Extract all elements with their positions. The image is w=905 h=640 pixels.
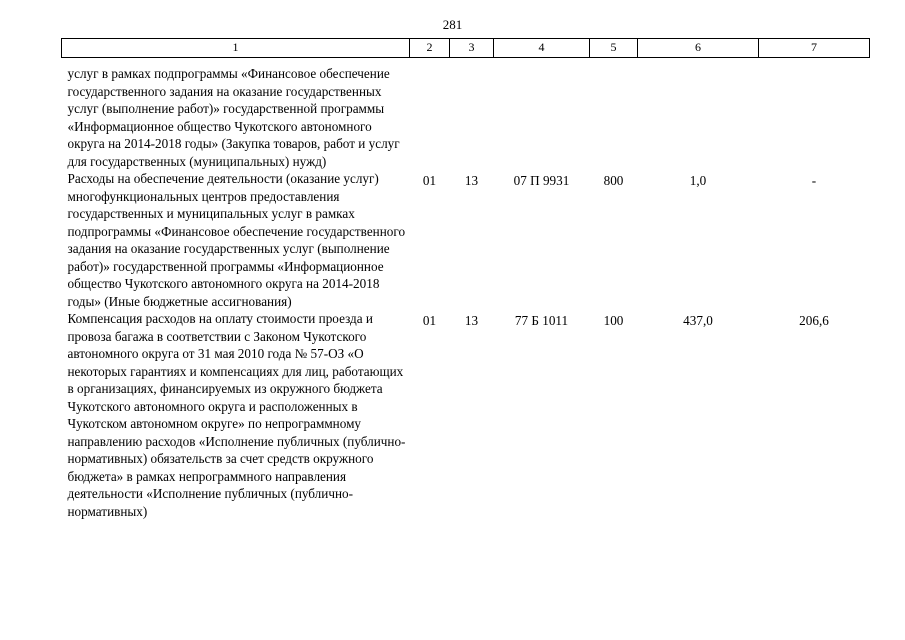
header-col-1: 1	[62, 39, 410, 58]
header-col-7: 7	[759, 39, 870, 58]
row-subsection: 13	[464, 173, 479, 188]
row-amount-7: -	[811, 173, 817, 188]
row-expense-type: 800	[603, 173, 624, 188]
row-target-code: 07 П 9931	[513, 173, 570, 188]
row-section: 01	[422, 173, 437, 188]
header-col-6: 6	[638, 39, 759, 58]
row-amount-6	[638, 58, 759, 171]
row-expense-type: 100	[603, 313, 624, 328]
row-section: 01	[422, 313, 437, 328]
row-amount-7: 206,6	[799, 313, 829, 328]
table-header	[62, 39, 870, 58]
row-description: услуг в рамках подпрограммы «Финансовое обеспечение государственного задания на оказание государственных услуг (выполнение работ)» государственной программы «Информационное общество Чукотского автономного округа на 2014-2018 годы» (Закупка товаров, работ и услуг для государственных (муниципальных) нужд)	[67, 66, 400, 169]
row-target-code: 77 Б 1011	[514, 313, 569, 328]
row-subsection	[450, 58, 494, 171]
header-col-3: 3	[450, 39, 494, 58]
row-description: Расходы на обеспечение деятельности (оказание услуг) многофункциональных центров предоставления государственных и муниципальных услуг в рамках подпрограммы «Финансовое обеспечение государственного задания на оказание государственных услуг (выполнение работ)» государственной программы «Информационное общество Чукотского автономного округа на 2014-2018 годы» (Иные бюджетные ассигнования)	[67, 171, 406, 309]
row-expense-type	[590, 58, 638, 171]
table-row	[62, 58, 870, 171]
header-row	[62, 39, 870, 58]
header-col-4: 4	[494, 39, 590, 58]
table-body	[62, 58, 870, 521]
row-section	[410, 58, 450, 171]
row-amount-6: 437,0	[683, 313, 713, 328]
row-description: Компенсация расходов на оплату стоимости проезда и провоза багажа в соответствии с Законом Чукотского автономного округа от 31 мая 2010 года № 57-ОЗ «О некоторых гарантиях и компенсациях для лиц, работающих в организациях, финансируемых из окружного бюджета Чукотского автономного округа и расположенных в Чукотском автономном округе» по непрограммному направлению расходов «Исполнение публичных (публично-нормативных) обязательств за счет средств окружного бюджета» в рамках непрограммного направления деятельности «Исполнение публичных (публично-нормативных)	[67, 311, 406, 519]
row-target-code	[494, 58, 590, 171]
header-col-5: 5	[590, 39, 638, 58]
table-row	[62, 170, 870, 310]
row-amount-7	[759, 58, 870, 171]
table-row	[62, 310, 870, 520]
header-col-2: 2	[410, 39, 450, 58]
row-subsection: 13	[464, 313, 479, 328]
budget-table	[61, 38, 870, 520]
row-amount-6: 1,0	[689, 173, 707, 188]
page-number: 281	[442, 17, 463, 32]
